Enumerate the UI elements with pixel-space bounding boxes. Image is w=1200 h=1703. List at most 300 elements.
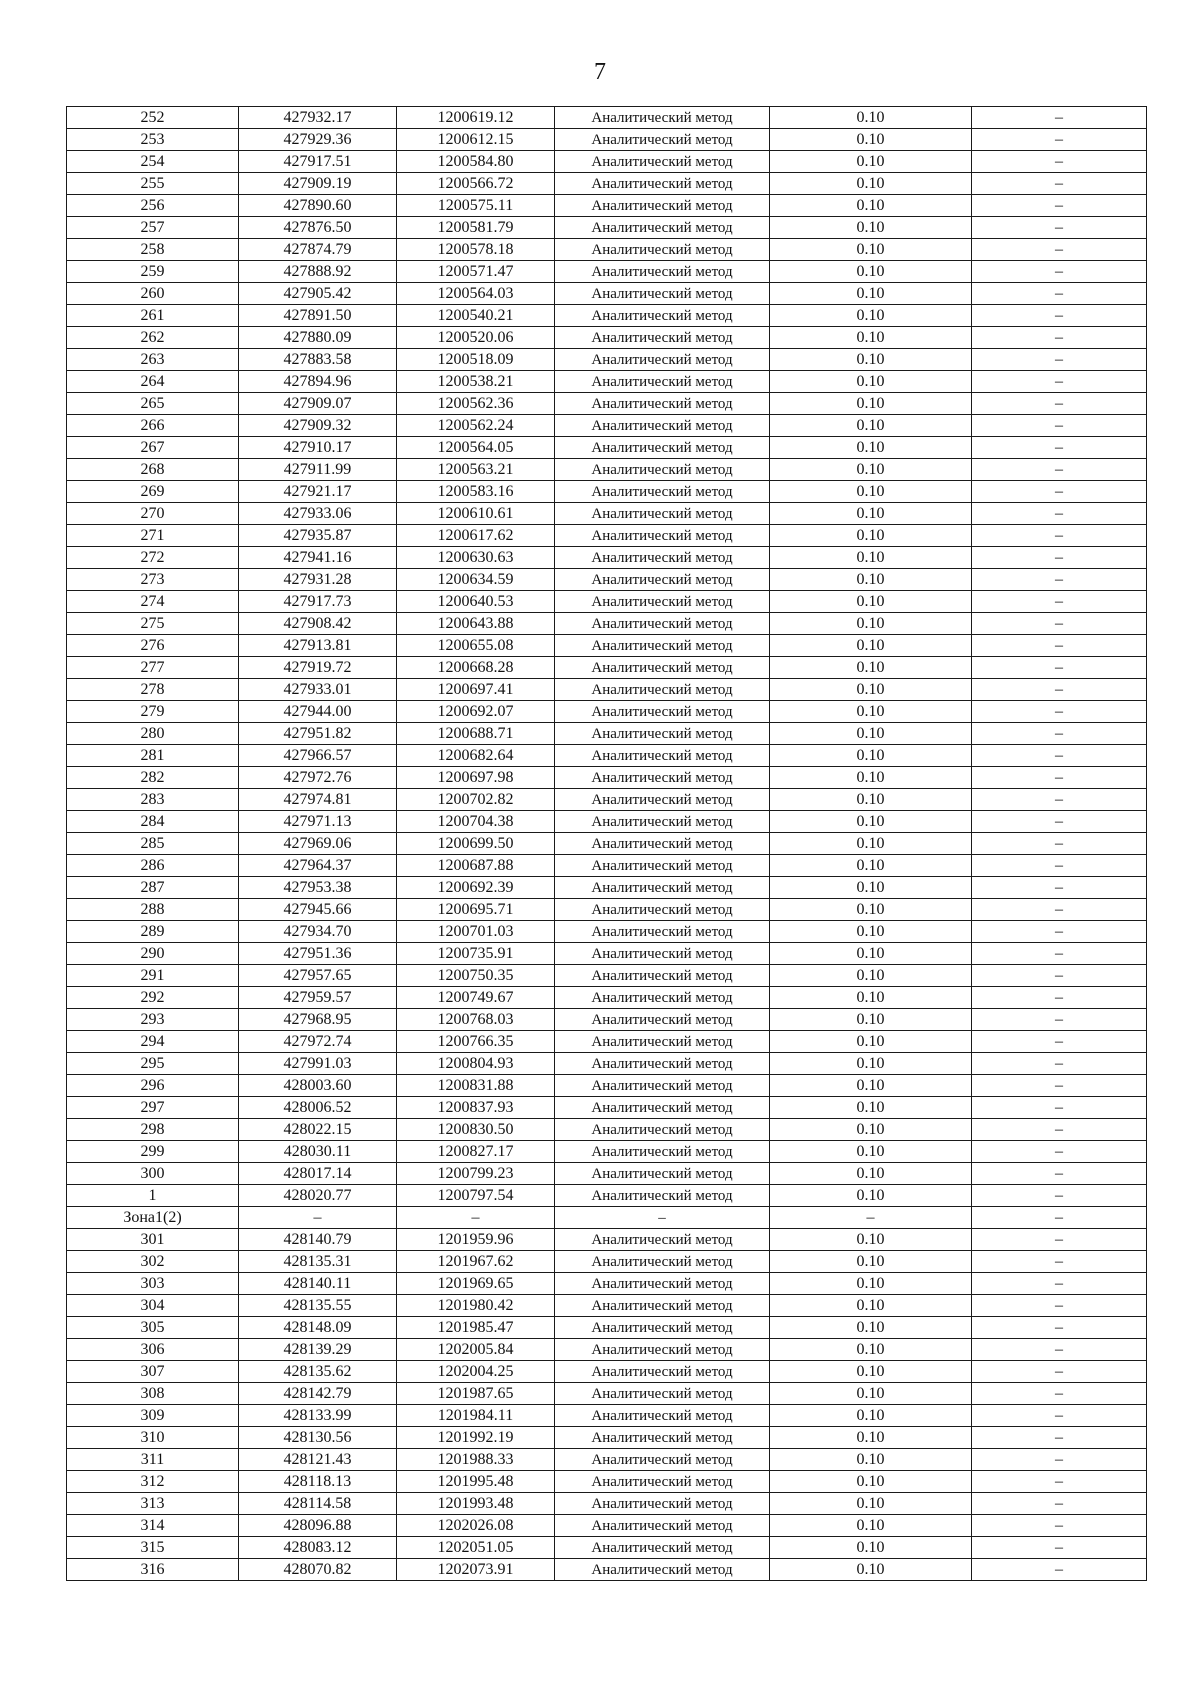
table-row bbox=[67, 349, 1147, 371]
accuracy-cell: 0.10 bbox=[770, 921, 972, 943]
x-coordinate-cell: 427934.70 bbox=[239, 921, 397, 943]
point-number-cell: 255 bbox=[67, 173, 239, 195]
point-number-cell: 311 bbox=[67, 1449, 239, 1471]
description-cell: – bbox=[972, 1559, 1147, 1581]
accuracy-cell: 0.10 bbox=[770, 767, 972, 789]
table-row bbox=[67, 635, 1147, 657]
x-coordinate-cell: 428140.11 bbox=[239, 1273, 397, 1295]
table-row bbox=[67, 855, 1147, 877]
x-coordinate-cell: 427931.28 bbox=[239, 569, 397, 591]
y-coordinate-cell: 1200704.38 bbox=[397, 811, 555, 833]
accuracy-cell: 0.10 bbox=[770, 349, 972, 371]
method-cell: Аналитический метод bbox=[555, 767, 770, 789]
table-row bbox=[67, 1185, 1147, 1207]
table-row bbox=[67, 613, 1147, 635]
point-number-cell: 279 bbox=[67, 701, 239, 723]
method-cell: Аналитический метод bbox=[555, 283, 770, 305]
x-coordinate-cell: 427964.37 bbox=[239, 855, 397, 877]
description-cell: – bbox=[972, 1119, 1147, 1141]
y-coordinate-cell: 1201995.48 bbox=[397, 1471, 555, 1493]
accuracy-cell: 0.10 bbox=[770, 1427, 972, 1449]
table-row bbox=[67, 261, 1147, 283]
description-cell: – bbox=[972, 195, 1147, 217]
description-cell: – bbox=[972, 129, 1147, 151]
point-number-cell: 257 bbox=[67, 217, 239, 239]
method-cell: Аналитический метод bbox=[555, 327, 770, 349]
table-row bbox=[67, 569, 1147, 591]
description-cell: – bbox=[972, 503, 1147, 525]
x-coordinate-cell: 427969.06 bbox=[239, 833, 397, 855]
table-row bbox=[67, 1163, 1147, 1185]
x-coordinate-cell: 428118.13 bbox=[239, 1471, 397, 1493]
accuracy-cell: 0.10 bbox=[770, 1339, 972, 1361]
y-coordinate-cell: 1200688.71 bbox=[397, 723, 555, 745]
table-row bbox=[67, 1361, 1147, 1383]
description-cell: – bbox=[972, 1185, 1147, 1207]
point-number-cell: 275 bbox=[67, 613, 239, 635]
table-row bbox=[67, 1075, 1147, 1097]
x-coordinate-cell: 427909.07 bbox=[239, 393, 397, 415]
description-cell: – bbox=[972, 283, 1147, 305]
table-row bbox=[67, 1295, 1147, 1317]
method-cell: Аналитический метод bbox=[555, 921, 770, 943]
y-coordinate-cell: 1202004.25 bbox=[397, 1361, 555, 1383]
point-number-cell: Зона1(2) bbox=[67, 1207, 239, 1229]
description-cell: – bbox=[972, 723, 1147, 745]
method-cell: Аналитический метод bbox=[555, 1537, 770, 1559]
description-cell: – bbox=[972, 591, 1147, 613]
x-coordinate-cell: 428133.99 bbox=[239, 1405, 397, 1427]
point-number-cell: 314 bbox=[67, 1515, 239, 1537]
point-number-cell: 274 bbox=[67, 591, 239, 613]
point-number-cell: 287 bbox=[67, 877, 239, 899]
accuracy-cell: 0.10 bbox=[770, 415, 972, 437]
accuracy-cell: 0.10 bbox=[770, 569, 972, 591]
description-cell: – bbox=[972, 679, 1147, 701]
y-coordinate-cell: 1200643.88 bbox=[397, 613, 555, 635]
description-cell: – bbox=[972, 327, 1147, 349]
accuracy-cell: 0.10 bbox=[770, 151, 972, 173]
y-coordinate-cell: 1200697.98 bbox=[397, 767, 555, 789]
point-number-cell: 271 bbox=[67, 525, 239, 547]
accuracy-cell: 0.10 bbox=[770, 1537, 972, 1559]
point-number-cell: 260 bbox=[67, 283, 239, 305]
table-row bbox=[67, 745, 1147, 767]
x-coordinate-cell: 427880.09 bbox=[239, 327, 397, 349]
accuracy-cell: 0.10 bbox=[770, 481, 972, 503]
table-row bbox=[67, 437, 1147, 459]
description-cell: – bbox=[972, 525, 1147, 547]
y-coordinate-cell: 1200619.12 bbox=[397, 107, 555, 129]
method-cell: Аналитический метод bbox=[555, 261, 770, 283]
table-row bbox=[67, 1537, 1147, 1559]
description-cell: – bbox=[972, 1295, 1147, 1317]
table-row bbox=[67, 1053, 1147, 1075]
point-number-cell: 256 bbox=[67, 195, 239, 217]
description-cell: – bbox=[972, 1361, 1147, 1383]
method-cell: Аналитический метод bbox=[555, 657, 770, 679]
table-row bbox=[67, 305, 1147, 327]
table-row bbox=[67, 591, 1147, 613]
accuracy-cell: 0.10 bbox=[770, 965, 972, 987]
x-coordinate-cell: 427890.60 bbox=[239, 195, 397, 217]
accuracy-cell: 0.10 bbox=[770, 283, 972, 305]
y-coordinate-cell: 1201984.11 bbox=[397, 1405, 555, 1427]
table-row bbox=[67, 481, 1147, 503]
table-row bbox=[67, 921, 1147, 943]
y-coordinate-cell: 1200520.06 bbox=[397, 327, 555, 349]
method-cell: Аналитический метод bbox=[555, 239, 770, 261]
table-row bbox=[67, 1317, 1147, 1339]
method-cell: Аналитический метод bbox=[555, 745, 770, 767]
x-coordinate-cell: 427876.50 bbox=[239, 217, 397, 239]
table-row bbox=[67, 195, 1147, 217]
y-coordinate-cell: 1200702.82 bbox=[397, 789, 555, 811]
page-number: 7 bbox=[594, 59, 606, 85]
method-cell: Аналитический метод bbox=[555, 1361, 770, 1383]
table-row bbox=[67, 767, 1147, 789]
accuracy-cell: 0.10 bbox=[770, 503, 972, 525]
accuracy-cell: 0.10 bbox=[770, 1163, 972, 1185]
table-row bbox=[67, 1427, 1147, 1449]
method-cell: – bbox=[555, 1207, 770, 1229]
method-cell: Аналитический метод bbox=[555, 701, 770, 723]
y-coordinate-cell: 1201985.47 bbox=[397, 1317, 555, 1339]
x-coordinate-cell: 428135.62 bbox=[239, 1361, 397, 1383]
x-coordinate-cell: 427991.03 bbox=[239, 1053, 397, 1075]
y-coordinate-cell: 1200768.03 bbox=[397, 1009, 555, 1031]
table-row bbox=[67, 1251, 1147, 1273]
method-cell: Аналитический метод bbox=[555, 965, 770, 987]
point-number-cell: 262 bbox=[67, 327, 239, 349]
coordinates-table-body bbox=[67, 107, 1147, 1581]
accuracy-cell: 0.10 bbox=[770, 811, 972, 833]
table-row bbox=[67, 239, 1147, 261]
y-coordinate-cell: 1200701.03 bbox=[397, 921, 555, 943]
table-row bbox=[67, 899, 1147, 921]
point-number-cell: 276 bbox=[67, 635, 239, 657]
y-coordinate-cell: 1200584.80 bbox=[397, 151, 555, 173]
table-row bbox=[67, 327, 1147, 349]
method-cell: Аналитический метод bbox=[555, 1339, 770, 1361]
point-number-cell: 293 bbox=[67, 1009, 239, 1031]
method-cell: Аналитический метод bbox=[555, 217, 770, 239]
x-coordinate-cell: 428114.58 bbox=[239, 1493, 397, 1515]
x-coordinate-cell: 427966.57 bbox=[239, 745, 397, 767]
method-cell: Аналитический метод bbox=[555, 679, 770, 701]
x-coordinate-cell: 428030.11 bbox=[239, 1141, 397, 1163]
x-coordinate-cell: 427953.38 bbox=[239, 877, 397, 899]
description-cell: – bbox=[972, 1229, 1147, 1251]
y-coordinate-cell: 1202073.91 bbox=[397, 1559, 555, 1581]
x-coordinate-cell: 428130.56 bbox=[239, 1427, 397, 1449]
accuracy-cell: 0.10 bbox=[770, 1449, 972, 1471]
x-coordinate-cell: – bbox=[239, 1207, 397, 1229]
accuracy-cell: 0.10 bbox=[770, 701, 972, 723]
description-cell: – bbox=[972, 349, 1147, 371]
description-cell: – bbox=[972, 1097, 1147, 1119]
point-number-cell: 270 bbox=[67, 503, 239, 525]
accuracy-cell: 0.10 bbox=[770, 1361, 972, 1383]
description-cell: – bbox=[972, 151, 1147, 173]
method-cell: Аналитический метод bbox=[555, 1009, 770, 1031]
method-cell: Аналитический метод bbox=[555, 613, 770, 635]
point-number-cell: 252 bbox=[67, 107, 239, 129]
x-coordinate-cell: 427913.81 bbox=[239, 635, 397, 657]
x-coordinate-cell: 427971.13 bbox=[239, 811, 397, 833]
x-coordinate-cell: 427909.32 bbox=[239, 415, 397, 437]
description-cell: – bbox=[972, 833, 1147, 855]
description-cell: – bbox=[972, 1075, 1147, 1097]
table-row bbox=[67, 1097, 1147, 1119]
accuracy-cell: 0.10 bbox=[770, 1053, 972, 1075]
accuracy-cell: 0.10 bbox=[770, 437, 972, 459]
table-row bbox=[67, 1009, 1147, 1031]
x-coordinate-cell: 428121.43 bbox=[239, 1449, 397, 1471]
point-number-cell: 291 bbox=[67, 965, 239, 987]
table-row bbox=[67, 1031, 1147, 1053]
method-cell: Аналитический метод bbox=[555, 1317, 770, 1339]
description-cell: – bbox=[972, 459, 1147, 481]
description-cell: – bbox=[972, 943, 1147, 965]
description-cell: – bbox=[972, 899, 1147, 921]
description-cell: – bbox=[972, 965, 1147, 987]
table-row bbox=[67, 283, 1147, 305]
description-cell: – bbox=[972, 1053, 1147, 1075]
table-row bbox=[67, 1449, 1147, 1471]
method-cell: Аналитический метод bbox=[555, 723, 770, 745]
y-coordinate-cell: 1200571.47 bbox=[397, 261, 555, 283]
y-coordinate-cell: 1200827.17 bbox=[397, 1141, 555, 1163]
point-number-cell: 267 bbox=[67, 437, 239, 459]
point-number-cell: 281 bbox=[67, 745, 239, 767]
y-coordinate-cell: 1201980.42 bbox=[397, 1295, 555, 1317]
point-number-cell: 1 bbox=[67, 1185, 239, 1207]
method-cell: Аналитический метод bbox=[555, 129, 770, 151]
x-coordinate-cell: 427908.42 bbox=[239, 613, 397, 635]
y-coordinate-cell: – bbox=[397, 1207, 555, 1229]
description-cell: – bbox=[972, 657, 1147, 679]
description-cell: – bbox=[972, 635, 1147, 657]
y-coordinate-cell: 1200583.16 bbox=[397, 481, 555, 503]
table-row bbox=[67, 415, 1147, 437]
description-cell: – bbox=[972, 1537, 1147, 1559]
accuracy-cell: 0.10 bbox=[770, 679, 972, 701]
point-number-cell: 266 bbox=[67, 415, 239, 437]
table-row bbox=[67, 877, 1147, 899]
x-coordinate-cell: 427935.87 bbox=[239, 525, 397, 547]
description-cell: – bbox=[972, 371, 1147, 393]
description-cell: – bbox=[972, 1317, 1147, 1339]
x-coordinate-cell: 427972.74 bbox=[239, 1031, 397, 1053]
point-number-cell: 288 bbox=[67, 899, 239, 921]
method-cell: Аналитический метод bbox=[555, 789, 770, 811]
point-number-cell: 316 bbox=[67, 1559, 239, 1581]
point-number-cell: 285 bbox=[67, 833, 239, 855]
method-cell: Аналитический метод bbox=[555, 1383, 770, 1405]
x-coordinate-cell: 428148.09 bbox=[239, 1317, 397, 1339]
description-cell: – bbox=[972, 261, 1147, 283]
point-number-cell: 301 bbox=[67, 1229, 239, 1251]
accuracy-cell: 0.10 bbox=[770, 745, 972, 767]
x-coordinate-cell: 428020.77 bbox=[239, 1185, 397, 1207]
method-cell: Аналитический метод bbox=[555, 525, 770, 547]
description-cell: – bbox=[972, 481, 1147, 503]
description-cell: – bbox=[972, 437, 1147, 459]
table-row bbox=[67, 679, 1147, 701]
method-cell: Аналитический метод bbox=[555, 943, 770, 965]
table-row bbox=[67, 833, 1147, 855]
description-cell: – bbox=[972, 613, 1147, 635]
x-coordinate-cell: 427917.51 bbox=[239, 151, 397, 173]
point-number-cell: 286 bbox=[67, 855, 239, 877]
table-row bbox=[67, 525, 1147, 547]
table-row bbox=[67, 811, 1147, 833]
table-row bbox=[67, 107, 1147, 129]
y-coordinate-cell: 1200564.03 bbox=[397, 283, 555, 305]
y-coordinate-cell: 1201959.96 bbox=[397, 1229, 555, 1251]
table-row bbox=[67, 1559, 1147, 1581]
point-number-cell: 258 bbox=[67, 239, 239, 261]
x-coordinate-cell: 427951.82 bbox=[239, 723, 397, 745]
y-coordinate-cell: 1200562.24 bbox=[397, 415, 555, 437]
description-cell: – bbox=[972, 569, 1147, 591]
method-cell: Аналитический метод bbox=[555, 1471, 770, 1493]
point-number-cell: 313 bbox=[67, 1493, 239, 1515]
method-cell: Аналитический метод bbox=[555, 481, 770, 503]
table-row bbox=[67, 151, 1147, 173]
point-number-cell: 272 bbox=[67, 547, 239, 569]
point-number-cell: 315 bbox=[67, 1537, 239, 1559]
description-cell: – bbox=[972, 1273, 1147, 1295]
x-coordinate-cell: 427972.76 bbox=[239, 767, 397, 789]
accuracy-cell: 0.10 bbox=[770, 107, 972, 129]
method-cell: Аналитический метод bbox=[555, 415, 770, 437]
accuracy-cell: 0.10 bbox=[770, 1559, 972, 1581]
method-cell: Аналитический метод bbox=[555, 1119, 770, 1141]
method-cell: Аналитический метод bbox=[555, 151, 770, 173]
y-coordinate-cell: 1200617.62 bbox=[397, 525, 555, 547]
x-coordinate-cell: 427909.19 bbox=[239, 173, 397, 195]
method-cell: Аналитический метод bbox=[555, 107, 770, 129]
y-coordinate-cell: 1200735.91 bbox=[397, 943, 555, 965]
method-cell: Аналитический метод bbox=[555, 1251, 770, 1273]
table-row bbox=[67, 1273, 1147, 1295]
table-row bbox=[67, 1207, 1147, 1229]
point-number-cell: 299 bbox=[67, 1141, 239, 1163]
point-number-cell: 302 bbox=[67, 1251, 239, 1273]
point-number-cell: 265 bbox=[67, 393, 239, 415]
y-coordinate-cell: 1200575.11 bbox=[397, 195, 555, 217]
table-row bbox=[67, 965, 1147, 987]
y-coordinate-cell: 1200749.67 bbox=[397, 987, 555, 1009]
description-cell: – bbox=[972, 745, 1147, 767]
method-cell: Аналитический метод bbox=[555, 591, 770, 613]
point-number-cell: 273 bbox=[67, 569, 239, 591]
table-row bbox=[67, 503, 1147, 525]
accuracy-cell: 0.10 bbox=[770, 261, 972, 283]
method-cell: Аналитический метод bbox=[555, 1053, 770, 1075]
x-coordinate-cell: 427891.50 bbox=[239, 305, 397, 327]
point-number-cell: 264 bbox=[67, 371, 239, 393]
accuracy-cell: 0.10 bbox=[770, 239, 972, 261]
y-coordinate-cell: 1202026.08 bbox=[397, 1515, 555, 1537]
method-cell: Аналитический метод bbox=[555, 393, 770, 415]
accuracy-cell: 0.10 bbox=[770, 1317, 972, 1339]
method-cell: Аналитический метод bbox=[555, 349, 770, 371]
method-cell: Аналитический метод bbox=[555, 1493, 770, 1515]
method-cell: Аналитический метод bbox=[555, 987, 770, 1009]
point-number-cell: 303 bbox=[67, 1273, 239, 1295]
accuracy-cell: 0.10 bbox=[770, 1251, 972, 1273]
x-coordinate-cell: 428022.15 bbox=[239, 1119, 397, 1141]
accuracy-cell: 0.10 bbox=[770, 371, 972, 393]
method-cell: Аналитический метод bbox=[555, 899, 770, 921]
point-number-cell: 304 bbox=[67, 1295, 239, 1317]
y-coordinate-cell: 1200538.21 bbox=[397, 371, 555, 393]
point-number-cell: 263 bbox=[67, 349, 239, 371]
description-cell: – bbox=[972, 1163, 1147, 1185]
y-coordinate-cell: 1201988.33 bbox=[397, 1449, 555, 1471]
table-row bbox=[67, 1515, 1147, 1537]
x-coordinate-cell: 427917.73 bbox=[239, 591, 397, 613]
x-coordinate-cell: 427932.17 bbox=[239, 107, 397, 129]
point-number-cell: 289 bbox=[67, 921, 239, 943]
description-cell: – bbox=[972, 921, 1147, 943]
table-row bbox=[67, 1471, 1147, 1493]
description-cell: – bbox=[972, 877, 1147, 899]
accuracy-cell: 0.10 bbox=[770, 1119, 972, 1141]
y-coordinate-cell: 1200687.88 bbox=[397, 855, 555, 877]
y-coordinate-cell: 1200799.23 bbox=[397, 1163, 555, 1185]
x-coordinate-cell: 428142.79 bbox=[239, 1383, 397, 1405]
method-cell: Аналитический метод bbox=[555, 1163, 770, 1185]
y-coordinate-cell: 1200831.88 bbox=[397, 1075, 555, 1097]
y-coordinate-cell: 1200578.18 bbox=[397, 239, 555, 261]
method-cell: Аналитический метод bbox=[555, 371, 770, 393]
description-cell: – bbox=[972, 415, 1147, 437]
point-number-cell: 269 bbox=[67, 481, 239, 503]
accuracy-cell: 0.10 bbox=[770, 1031, 972, 1053]
table-row bbox=[67, 1383, 1147, 1405]
x-coordinate-cell: 428003.60 bbox=[239, 1075, 397, 1097]
x-coordinate-cell: 428083.12 bbox=[239, 1537, 397, 1559]
x-coordinate-cell: 427919.72 bbox=[239, 657, 397, 679]
method-cell: Аналитический метод bbox=[555, 1229, 770, 1251]
y-coordinate-cell: 1200566.72 bbox=[397, 173, 555, 195]
x-coordinate-cell: 427974.81 bbox=[239, 789, 397, 811]
description-cell: – bbox=[972, 305, 1147, 327]
y-coordinate-cell: 1200564.05 bbox=[397, 437, 555, 459]
y-coordinate-cell: 1201992.19 bbox=[397, 1427, 555, 1449]
point-number-cell: 306 bbox=[67, 1339, 239, 1361]
description-cell: – bbox=[972, 767, 1147, 789]
table-row bbox=[67, 1405, 1147, 1427]
accuracy-cell: 0.10 bbox=[770, 1229, 972, 1251]
table-row bbox=[67, 1229, 1147, 1251]
accuracy-cell: 0.10 bbox=[770, 217, 972, 239]
method-cell: Аналитический метод bbox=[555, 305, 770, 327]
method-cell: Аналитический метод bbox=[555, 173, 770, 195]
point-number-cell: 294 bbox=[67, 1031, 239, 1053]
accuracy-cell: 0.10 bbox=[770, 723, 972, 745]
description-cell: – bbox=[972, 239, 1147, 261]
accuracy-cell: 0.10 bbox=[770, 1405, 972, 1427]
description-cell: – bbox=[972, 789, 1147, 811]
accuracy-cell: 0.10 bbox=[770, 1515, 972, 1537]
accuracy-cell: 0.10 bbox=[770, 1471, 972, 1493]
description-cell: – bbox=[972, 1515, 1147, 1537]
